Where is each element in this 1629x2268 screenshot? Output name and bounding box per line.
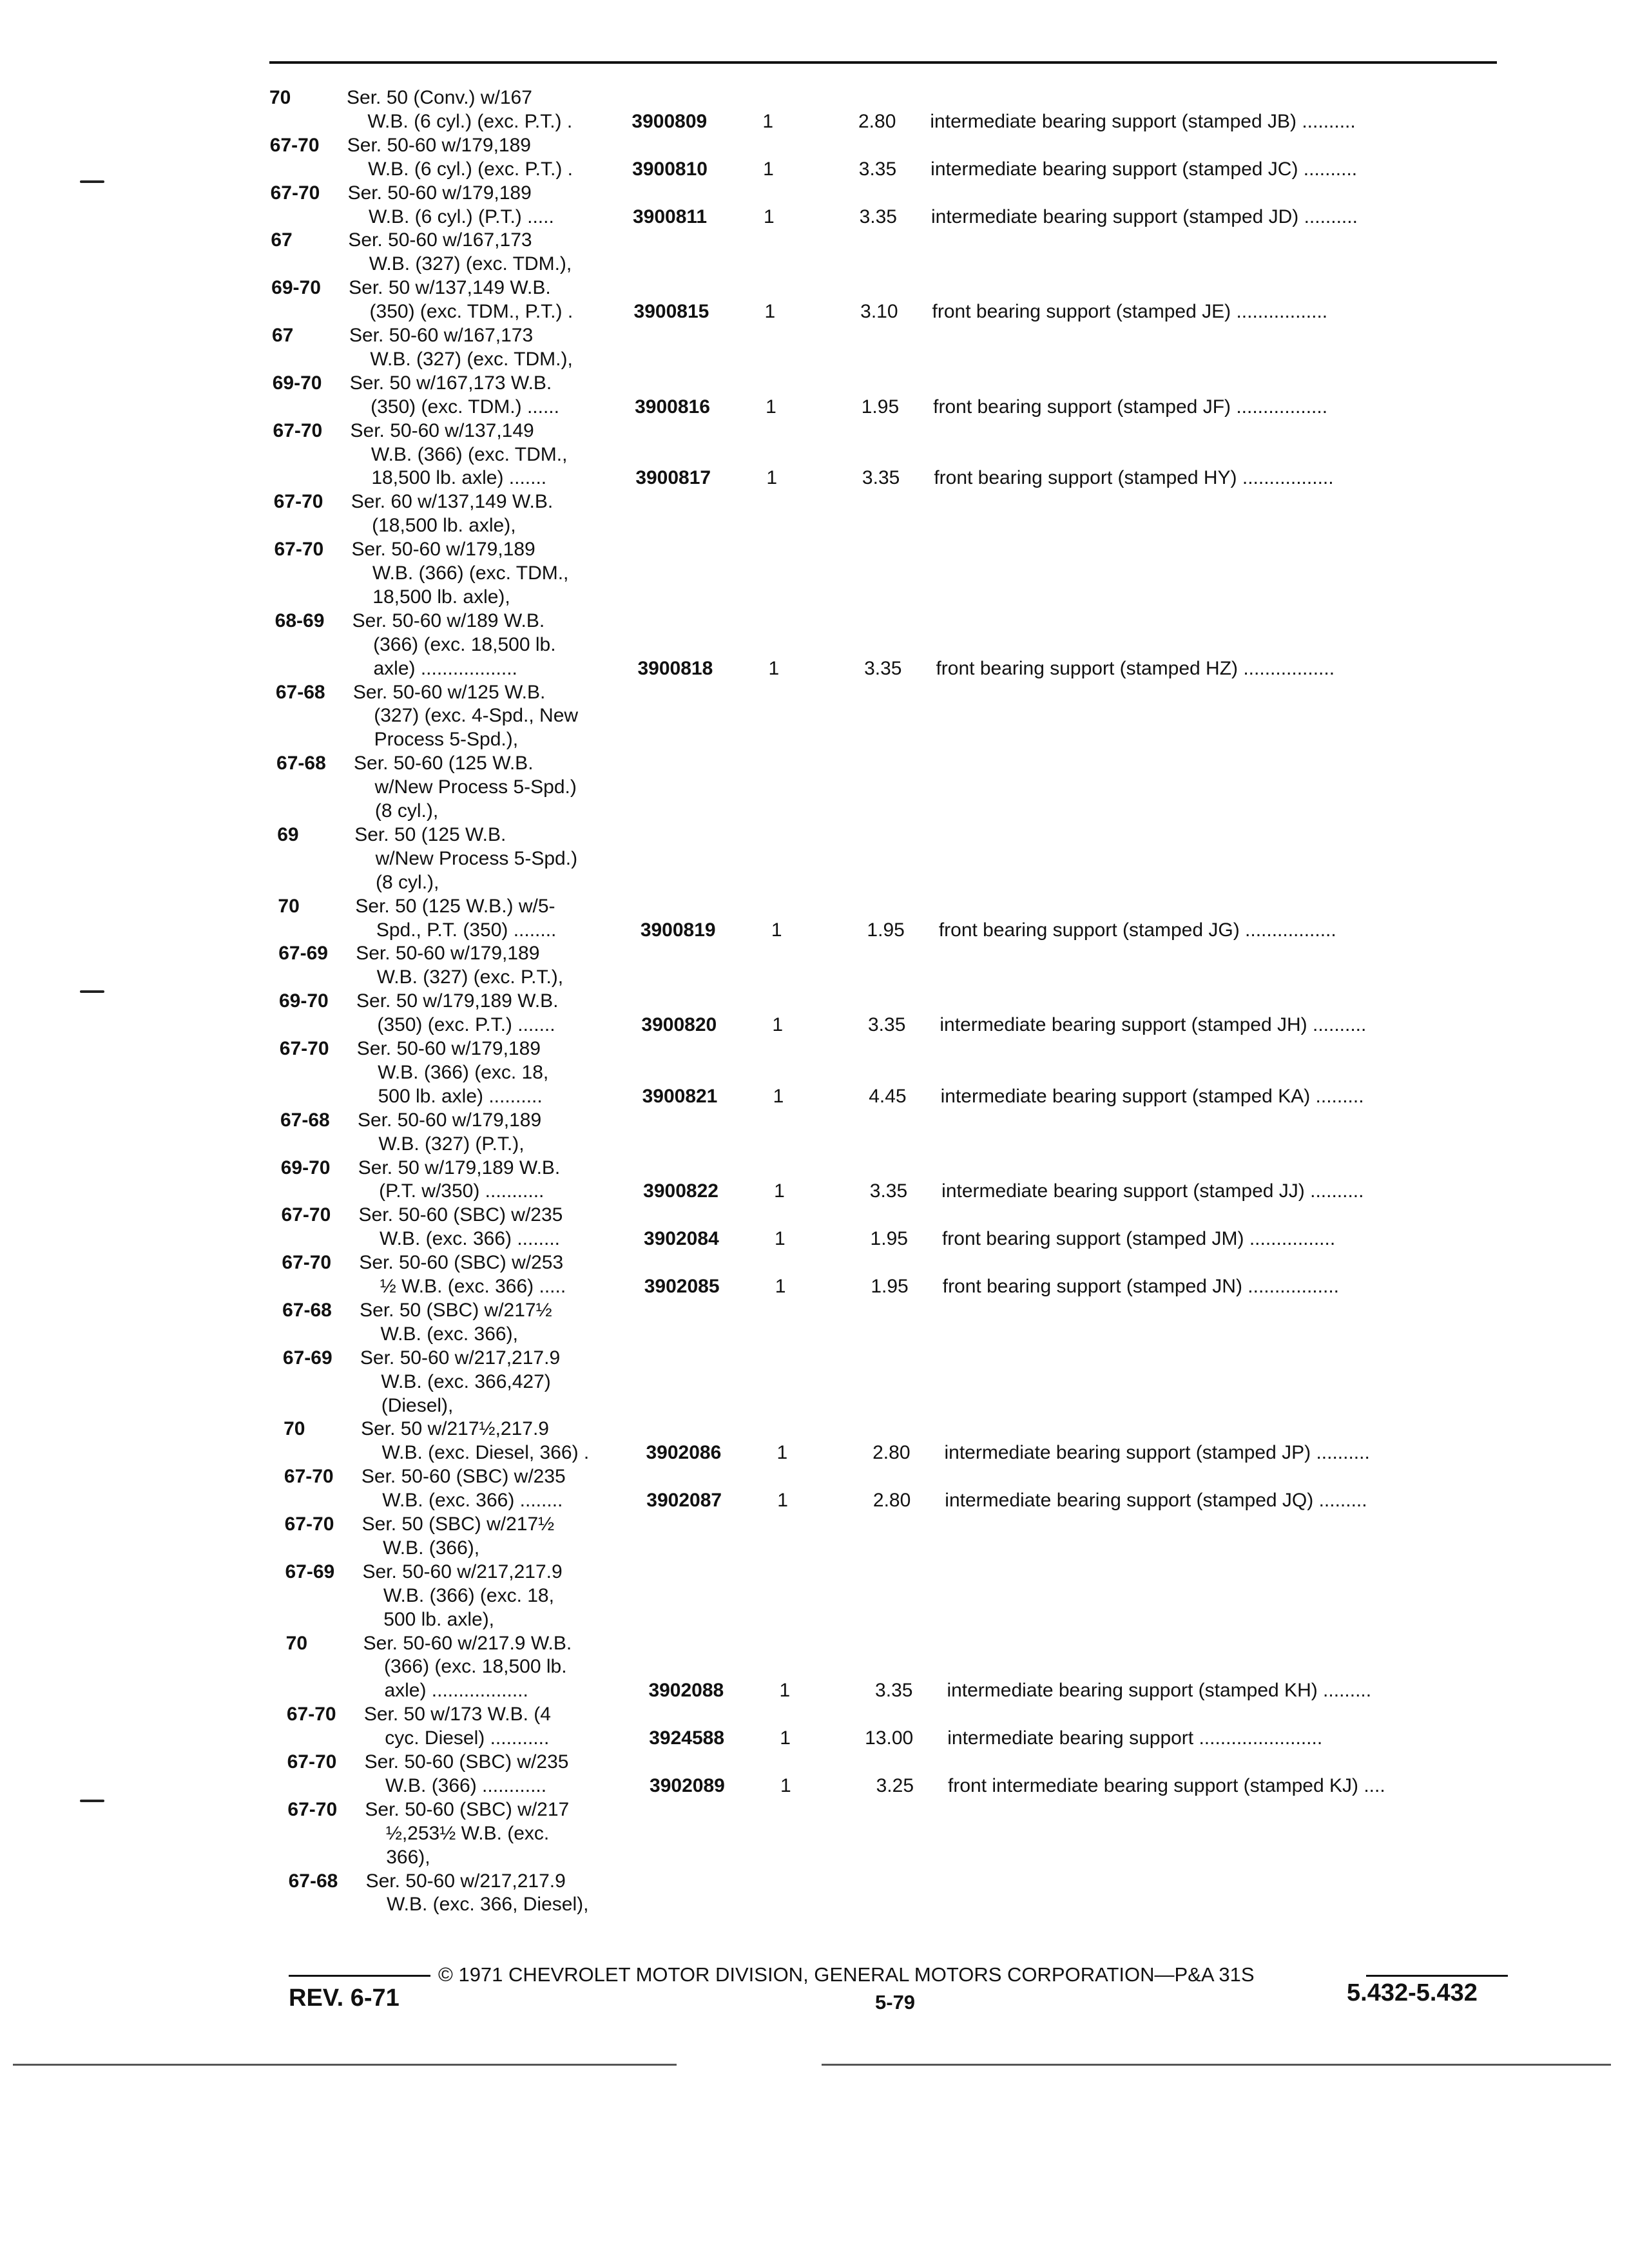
table-row [273, 418, 1498, 444]
part-number: 3900809 [631, 110, 708, 132]
description: 500 lb. axle) .......... [378, 1085, 543, 1107]
table-row [280, 1060, 1504, 1086]
table-row [287, 1725, 1511, 1751]
table-row [279, 988, 1503, 1014]
part-name: front bearing support (stamped JM) ................ [941, 1228, 1336, 1250]
model-years: 67-70 [281, 1204, 331, 1226]
description: W.B. (6 cyl.) (exc. P.T.) . [368, 158, 573, 180]
part-number: 3900811 [632, 206, 708, 227]
description: Ser. 50-60 w/179,189 [357, 1109, 542, 1131]
description: 366), [386, 1846, 430, 1868]
description: (350) (exc. P.T.) ....... [377, 1014, 555, 1036]
model-years: 70 [285, 1632, 308, 1654]
description: W.B. (366) (exc. 18, [378, 1061, 549, 1083]
description: (8 cyl.), [376, 871, 439, 893]
table-row [284, 1488, 1509, 1514]
price: 1.95 [871, 1276, 909, 1297]
quantity: 1 [776, 1442, 788, 1464]
table-row [271, 204, 1495, 230]
price: 3.25 [876, 1774, 914, 1796]
model-years: 67-68 [275, 681, 325, 703]
price: 3.35 [868, 1014, 906, 1036]
part-number: 3902086 [646, 1442, 722, 1464]
part-name: front bearing support (stamped JE) ................. [932, 301, 1328, 323]
description: Ser. 60 w/137,149 W.B. [351, 491, 554, 513]
copyright-notice: © 1971 CHEVROLET MOTOR DIVISION, GENERAL MOTORS CORPORATION—P&A 31S [438, 1963, 1255, 1986]
price: 2.80 [858, 110, 896, 132]
description: Ser. 50 (Conv.) w/167 [347, 87, 532, 108]
description: (P.T. w/350) ........... [379, 1180, 545, 1202]
description: axle) .................. [373, 657, 517, 679]
table-row [280, 1131, 1505, 1157]
description: W.B. (327) (exc. P.T.), [376, 966, 564, 988]
description: W.B. (exc. 366), [380, 1323, 518, 1345]
description: Ser. 50 w/173 W.B. (4 [363, 1704, 551, 1725]
quantity: 1 [774, 1180, 785, 1202]
table-row [278, 894, 1502, 919]
price: 3.35 [858, 158, 897, 180]
description: (366) (exc. 18,500 lb. [384, 1656, 567, 1678]
price: 2.80 [872, 1442, 911, 1464]
description: Ser. 50-60 w/217,217.9 [365, 1870, 566, 1892]
description: Ser. 50 (125 W.B. [354, 823, 506, 845]
description: ½ W.B. (exc. 366) ..... [380, 1276, 566, 1297]
table-row [275, 656, 1499, 682]
description: Ser. 50 w/137,149 W.B. [349, 277, 551, 299]
description: Ser. 50-60 w/217.9 W.B. [363, 1632, 572, 1654]
description: W.B. (366), [383, 1537, 480, 1559]
page-number: 5-79 [875, 1991, 916, 2013]
table-row [281, 1178, 1505, 1204]
description: W.B. (6 cyl.) (exc. P.T.) . [367, 110, 573, 132]
price: 3.35 [875, 1680, 913, 1702]
table-row [286, 1654, 1510, 1680]
revision-label: REV. 6-71 [289, 1984, 400, 2012]
description: Ser. 50-60 (SBC) w/235 [364, 1751, 569, 1773]
part-name: intermediate bearing support (stamped JP) .......... [944, 1442, 1370, 1464]
model-years: 67-70 [274, 539, 324, 561]
price: 1.95 [861, 396, 900, 418]
table-row [269, 85, 1494, 111]
part-name: intermediate bearing support (stamped JB) .......... [930, 110, 1356, 132]
description: w/New Process 5-Spd.) [374, 776, 577, 798]
price: 13.00 [865, 1727, 914, 1749]
part-number: 3924588 [649, 1727, 725, 1749]
description: W.B. (exc. 366, Diesel), [387, 1894, 589, 1916]
description: Ser. 50 (SBC) w/217½ [361, 1514, 555, 1535]
part-number: 3902085 [644, 1276, 720, 1297]
quantity: 1 [773, 1085, 784, 1107]
table-row [282, 1298, 1507, 1323]
table-row [278, 918, 1503, 943]
description: Ser. 50-60 (125 W.B. [354, 753, 534, 774]
description: ½,253½ W.B. (exc. [385, 1822, 550, 1844]
table-row [271, 251, 1496, 277]
table-row [284, 1393, 1508, 1419]
table-row [284, 1440, 1509, 1466]
table-row [283, 1369, 1507, 1395]
table-row [271, 180, 1495, 206]
footer-rule-left [289, 1975, 430, 1977]
table-row [278, 941, 1503, 966]
model-years: 70 [269, 87, 291, 108]
description: W.B. (366) (exc. TDM., [372, 562, 569, 584]
table-row [285, 1512, 1509, 1537]
part-number: 3902088 [648, 1680, 724, 1702]
description: Ser. 50-60 w/179,189 [351, 539, 535, 561]
quantity: 1 [772, 1014, 784, 1036]
description: (327) (exc. 4-Spd., New [374, 705, 579, 727]
part-name: front bearing support (stamped HZ) ................. [936, 657, 1335, 679]
table-row [275, 561, 1499, 586]
part-number: 3900810 [632, 158, 708, 180]
model-years: 67-68 [288, 1870, 338, 1892]
description: W.B. (exc. 366) ........ [382, 1490, 563, 1512]
table-row [286, 1678, 1510, 1704]
table-row [276, 680, 1500, 706]
part-name: intermediate bearing support (stamped KH) ......... [947, 1680, 1372, 1702]
description: (Diesel), [381, 1394, 454, 1416]
table-row [279, 965, 1503, 990]
description: Ser. 50-60 w/179,189 [347, 182, 532, 204]
quantity: 1 [780, 1727, 791, 1749]
model-years: 67-69 [285, 1561, 335, 1582]
model-years: 67 [271, 325, 294, 346]
model-years: 67-70 [286, 1704, 336, 1725]
quantity: 1 [766, 396, 776, 418]
table-row [278, 846, 1502, 872]
price: 3.35 [869, 1180, 908, 1202]
model-years: 67-70 [287, 1798, 338, 1820]
table-row [277, 798, 1501, 824]
table-row [285, 1559, 1509, 1585]
part-name: intermediate bearing support (stamped JJ) .......... [941, 1180, 1364, 1202]
table-row [273, 370, 1497, 396]
table-row [284, 1416, 1508, 1442]
table-row [273, 465, 1498, 491]
part-number: 3900815 [633, 301, 709, 323]
description: (366) (exc. 18,500 lb. [373, 633, 556, 655]
table-row [270, 157, 1494, 182]
table-row [277, 822, 1501, 848]
model-years: 67-70 [273, 491, 323, 513]
description: w/New Process 5-Spd.) [375, 847, 578, 869]
model-years: 67-68 [276, 753, 326, 774]
description: Ser. 50 (125 W.B.) w/5- [355, 895, 555, 917]
footer-rule-right [1366, 1975, 1508, 1977]
description: W.B. (327) (exc. TDM.), [369, 253, 572, 275]
table-row [285, 1583, 1510, 1609]
model-years: 69 [277, 823, 299, 845]
table-row [276, 751, 1501, 776]
description: axle) .................. [384, 1680, 528, 1702]
table-row [280, 1036, 1504, 1062]
description: W.B. (366) (exc. TDM., [371, 443, 568, 465]
description: Ser. 50 w/179,189 W.B. [356, 990, 559, 1012]
description: Ser. 50-60 w/137,149 [350, 419, 534, 441]
description: Ser. 50-60 w/179,189 [356, 943, 540, 965]
description: (8 cyl.), [374, 800, 439, 822]
table-row [272, 347, 1496, 372]
price: 4.45 [869, 1085, 907, 1107]
bottom-rule-left [13, 2064, 677, 2066]
table-row [269, 109, 1494, 135]
part-name: intermediate bearing support (stamped JQ) ......... [945, 1490, 1367, 1512]
quantity: 1 [779, 1680, 791, 1702]
description: W.B. (exc. 366) ........ [379, 1228, 561, 1250]
quantity: 1 [777, 1490, 788, 1512]
bottom-rule-right [822, 2064, 1611, 2066]
table-row [283, 1345, 1507, 1371]
description: W.B. (exc. Diesel, 366) . [381, 1442, 590, 1464]
table-row [271, 275, 1496, 301]
description: W.B. (327) (exc. TDM.), [370, 348, 573, 370]
description: cyc. Diesel) ........... [385, 1727, 550, 1749]
description: Ser. 50 w/167,173 W.B. [349, 372, 552, 394]
part-name: front intermediate bearing support (stamped KJ) .... [948, 1774, 1385, 1796]
description: Ser. 50-60 (SBC) w/235 [358, 1204, 563, 1226]
table-row [279, 1012, 1503, 1038]
description: Spd., P.T. (350) ........ [376, 919, 557, 941]
description: W.B. (6 cyl.) (P.T.) ..... [368, 206, 554, 227]
table-row [275, 537, 1499, 562]
table-row [283, 1321, 1507, 1347]
model-years: 67-70 [282, 1252, 332, 1274]
description: Ser. 50 w/179,189 W.B. [358, 1157, 561, 1178]
description: W.B. (exc. 366,427) [381, 1370, 551, 1392]
table-row [285, 1535, 1509, 1561]
part-name: intermediate bearing support (stamped JC) .......... [930, 158, 1358, 180]
description: Ser. 50-60 w/167,173 [349, 325, 534, 346]
model-years: 67-68 [282, 1299, 332, 1321]
part-number: 3902089 [650, 1774, 725, 1796]
part-name: intermediate bearing support (stamped JH) .......... [940, 1014, 1367, 1036]
part-number: 3900818 [637, 657, 713, 679]
table-row [272, 299, 1496, 325]
part-name: intermediate bearing support (stamped JD) .......... [930, 206, 1358, 227]
table-row [287, 1773, 1512, 1799]
description: (350) (exc. TDM., P.T.) . [369, 301, 574, 323]
part-name: intermediate bearing support ....................... [947, 1727, 1323, 1749]
description: (18,500 lb. axle), [372, 515, 516, 537]
table-row [274, 489, 1498, 515]
table-row [275, 632, 1499, 658]
part-name: front bearing support (stamped JG) ................. [938, 919, 1336, 941]
description: Ser. 50 w/217½,217.9 [361, 1418, 549, 1440]
quantity: 1 [762, 110, 774, 132]
description: (350) (exc. TDM.) ...... [371, 396, 559, 418]
model-years: 67-70 [284, 1466, 334, 1488]
table-row [270, 133, 1494, 159]
part-number: 3902087 [646, 1490, 722, 1512]
table-row [285, 1607, 1510, 1633]
quantity: 1 [775, 1276, 786, 1297]
part-number: 3900820 [641, 1014, 717, 1036]
table-row [282, 1250, 1506, 1276]
model-years: 67-69 [278, 943, 328, 965]
model-years: 67 [271, 229, 293, 251]
part-number: 3900816 [635, 396, 710, 418]
description: W.B. (366) (exc. 18, [383, 1584, 554, 1606]
description: Ser. 50-60 w/217,217.9 [362, 1561, 563, 1582]
description: Ser. 50-60 (SBC) w/217 [365, 1798, 570, 1820]
model-years: 67-70 [269, 134, 320, 156]
description: Ser. 50-60 w/179,189 [356, 1038, 541, 1059]
table-row [274, 513, 1498, 539]
part-name: intermediate bearing support (stamped KA) ......... [940, 1085, 1364, 1107]
quantity: 1 [763, 158, 774, 180]
description: 18,500 lb. axle), [372, 586, 510, 608]
table-row [281, 1155, 1505, 1181]
quantity: 1 [768, 657, 780, 679]
description: Ser. 50-60 (SBC) w/235 [361, 1466, 566, 1488]
price: 3.35 [862, 467, 900, 489]
description: W.B. (327) (P.T.), [378, 1133, 525, 1155]
quantity: 1 [764, 301, 776, 323]
model-years: 69-70 [280, 1157, 331, 1178]
table-row [282, 1226, 1506, 1252]
table-row [275, 584, 1499, 610]
model-years: 67-70 [270, 182, 320, 204]
part-name: front bearing support (stamped JN) ................. [942, 1276, 1339, 1297]
part-name: front bearing support (stamped HY) ................. [934, 467, 1334, 489]
model-years: 70 [278, 895, 300, 917]
model-years: 69-70 [271, 277, 321, 299]
table-row [282, 1202, 1506, 1228]
part-name: front bearing support (stamped JF) ................. [933, 396, 1328, 418]
quantity: 1 [763, 206, 775, 227]
description: Ser. 50 (SBC) w/217½ [360, 1299, 552, 1321]
model-years: 67-70 [287, 1751, 337, 1773]
model-years: 67-70 [284, 1514, 334, 1535]
section-number: 5.432-5.432 [1347, 1979, 1478, 2006]
table-row [288, 1821, 1512, 1847]
description: Ser. 50-60 w/189 W.B. [352, 610, 545, 631]
model-years: 69-70 [272, 372, 322, 394]
quantity: 1 [766, 467, 777, 489]
model-years: 67-70 [273, 419, 323, 441]
table-row [273, 442, 1498, 468]
price: 2.80 [872, 1490, 911, 1512]
table-row [280, 1108, 1505, 1133]
description: 500 lb. axle), [383, 1608, 495, 1630]
part-number: 3900817 [635, 467, 711, 489]
model-years: 67-70 [279, 1038, 329, 1059]
model-years: 70 [284, 1418, 305, 1440]
table-row [284, 1464, 1509, 1490]
price: 1.95 [870, 1228, 908, 1250]
price: 3.35 [864, 657, 902, 679]
model-years: 67-69 [282, 1347, 333, 1369]
table-row [287, 1702, 1511, 1727]
model-years: 69-70 [279, 990, 329, 1012]
quantity: 1 [774, 1228, 786, 1250]
model-years: 67-68 [280, 1109, 330, 1131]
price: 1.95 [867, 919, 905, 941]
description: Ser. 50-60 w/167,173 [348, 229, 532, 251]
price: 3.10 [860, 301, 898, 323]
quantity: 1 [771, 919, 782, 941]
description: W.B. (366) ............ [385, 1774, 547, 1796]
table-row [289, 1869, 1513, 1894]
description: Ser. 50-60 w/217,217.9 [360, 1347, 561, 1369]
quantity: 1 [780, 1774, 791, 1796]
table-row [275, 608, 1499, 634]
table-row [272, 323, 1496, 349]
description: Ser. 50-60 w/179,189 [347, 134, 531, 156]
table-row [288, 1845, 1512, 1870]
table-row [276, 703, 1500, 729]
table-row [276, 727, 1501, 753]
table-row [287, 1749, 1512, 1775]
table-row [276, 774, 1501, 800]
description: 18,500 lb. axle) ....... [371, 467, 547, 489]
table-row [282, 1274, 1507, 1300]
description: Process 5-Spd.), [374, 729, 519, 751]
price: 3.35 [859, 206, 897, 227]
model-years: 68-69 [275, 610, 325, 631]
table-row [289, 1892, 1513, 1917]
part-number: 3902084 [643, 1228, 719, 1250]
part-number: 3900819 [640, 919, 716, 941]
table-row [271, 227, 1495, 253]
description: Ser. 50-60 w/125 W.B. [352, 681, 546, 703]
table-row [286, 1631, 1510, 1657]
description: Ser. 50-60 (SBC) w/253 [359, 1252, 564, 1274]
table-row [280, 1084, 1505, 1110]
table-row [287, 1797, 1512, 1823]
table-row [278, 870, 1502, 896]
part-number: 3900822 [643, 1180, 718, 1202]
part-number: 3900821 [642, 1085, 718, 1107]
table-row [273, 394, 1497, 420]
